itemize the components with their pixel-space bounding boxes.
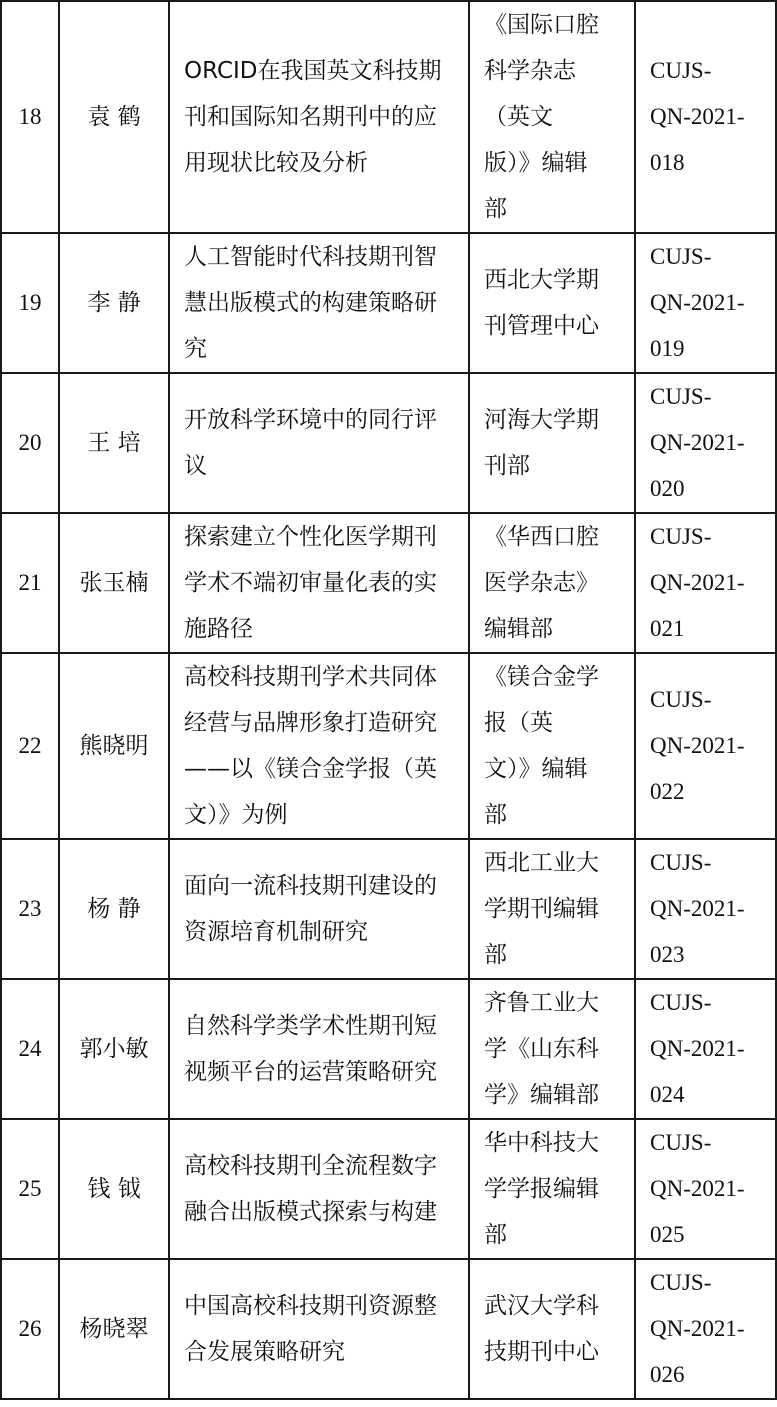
cell-project-title (169, 1259, 469, 1399)
affiliation: 西北大学期 刊管理中心 (484, 267, 599, 339)
cell-project-code (635, 373, 776, 513)
cell-affiliation (469, 513, 635, 653)
author-name: 郭小敏 (79, 1036, 149, 1062)
author-name: 杨 静 (87, 896, 141, 922)
table-row (1, 233, 776, 373)
cell-affiliation (469, 373, 635, 513)
cell-row-number (1, 233, 59, 373)
project-title: 高校科技期刊全流程数字 融合出版模式探索与构建 (184, 1153, 437, 1225)
cell-author-name (59, 839, 169, 979)
project-title: 自然科学类学术性期刊短 视频平台的运营策略研究 (184, 1013, 437, 1085)
cell-affiliation (469, 1259, 635, 1399)
row-number: 19 (18, 290, 42, 315)
row-number: 23 (18, 896, 42, 921)
table-row (1, 513, 776, 653)
cell-project-title (169, 979, 469, 1119)
affiliation: 齐鲁工业大 学《山东科 学》编辑部 (484, 990, 599, 1108)
cell-affiliation (469, 979, 635, 1119)
table-row (1, 1119, 776, 1259)
row-number: 22 (18, 733, 42, 758)
cell-affiliation (469, 653, 635, 839)
cell-row-number (1, 373, 59, 513)
cell-author-name (59, 1119, 169, 1259)
affiliation: 华中科技大 学学报编辑 部 (484, 1130, 599, 1248)
cell-author-name (59, 1259, 169, 1399)
author-name: 杨晓翠 (79, 1316, 149, 1342)
project-code: CUJS- QN-2021- 021 (650, 524, 745, 641)
cell-project-code (635, 1259, 776, 1399)
cell-project-title (169, 653, 469, 839)
affiliation: 武汉大学科 技期刊中心 (484, 1293, 599, 1365)
cell-author-name (59, 1, 169, 233)
affiliation: 《镁合金学 报（英 文）》编辑 部 (484, 664, 599, 828)
project-title: 高校科技期刊学术共同体 经营与品牌形象打造研究 ——以《镁合金学报（英 文）》为例 (184, 664, 437, 828)
cell-project-code (635, 1119, 776, 1259)
cell-project-code (635, 839, 776, 979)
cell-project-title (169, 1, 469, 233)
affiliation: 《国际口腔 科学杂志 （英文 版）》编辑 部 (484, 12, 599, 222)
cell-author-name (59, 979, 169, 1119)
author-name: 李 静 (87, 290, 141, 316)
cell-row-number (1, 1119, 59, 1259)
table-row (1, 1, 776, 233)
table-row (1, 979, 776, 1119)
project-code: CUJS- QN-2021- 025 (650, 1130, 745, 1247)
author-name: 王 培 (87, 430, 141, 456)
table-body (1, 1, 776, 1399)
project-code: CUJS- QN-2021- 020 (650, 384, 745, 501)
project-title: 中国高校科技期刊资源整 合发展策略研究 (184, 1293, 437, 1365)
table-row (1, 373, 776, 513)
row-number: 26 (18, 1316, 42, 1341)
project-title: ORCID在我国英文科技期 刊和国际知名期刊中的应 用现状比较及分析 (184, 58, 442, 176)
cell-affiliation (469, 839, 635, 979)
row-number: 20 (18, 430, 42, 455)
cell-author-name (59, 653, 169, 839)
affiliation: 《华西口腔 医学杂志》 编辑部 (484, 524, 599, 642)
project-code: CUJS- QN-2021- 024 (650, 990, 745, 1107)
project-code: CUJS- QN-2021- 026 (650, 1270, 745, 1387)
project-code: CUJS- QN-2021- 022 (650, 687, 745, 804)
cell-row-number (1, 839, 59, 979)
project-title: 探索建立个性化医学期刊 学术不端初审量化表的实 施路径 (184, 524, 437, 642)
project-title: 面向一流科技期刊建设的 资源培育机制研究 (184, 873, 437, 945)
cell-author-name (59, 233, 169, 373)
project-title: 开放科学环境中的同行评 议 (184, 407, 437, 479)
author-name: 袁 鹤 (87, 104, 141, 130)
row-number: 24 (18, 1036, 42, 1061)
project-code: CUJS- QN-2021- 018 (650, 58, 745, 175)
row-number: 18 (18, 104, 42, 129)
cell-project-title (169, 1119, 469, 1259)
cell-project-title (169, 839, 469, 979)
cell-affiliation (469, 1, 635, 233)
cell-row-number (1, 653, 59, 839)
cell-project-title (169, 373, 469, 513)
cell-author-name (59, 373, 169, 513)
cell-project-code (635, 513, 776, 653)
cell-project-code (635, 979, 776, 1119)
cell-row-number (1, 979, 59, 1119)
cell-project-code (635, 1, 776, 233)
cell-project-title (169, 233, 469, 373)
cell-affiliation (469, 233, 635, 373)
affiliation: 西北工业大 学期刊编辑 部 (484, 850, 599, 968)
table-row (1, 653, 776, 839)
author-name: 张玉楠 (79, 570, 149, 596)
author-name: 钱 钺 (87, 1176, 141, 1202)
row-number: 25 (18, 1176, 42, 1201)
cell-project-code (635, 653, 776, 839)
cell-row-number (1, 513, 59, 653)
project-title: 人工智能时代科技期刊智 慧出版模式的构建策略研 究 (184, 244, 437, 362)
affiliation: 河海大学期 刊部 (484, 407, 599, 479)
cell-project-code (635, 233, 776, 373)
cell-author-name (59, 513, 169, 653)
table-row (1, 1259, 776, 1399)
project-code: CUJS- QN-2021- 019 (650, 244, 745, 361)
project-code: CUJS- QN-2021- 023 (650, 850, 745, 967)
cell-affiliation (469, 1119, 635, 1259)
cell-row-number (1, 1259, 59, 1399)
author-name: 熊晓明 (79, 733, 149, 759)
cell-row-number (1, 1, 59, 233)
table-row (1, 839, 776, 979)
row-number: 21 (18, 570, 42, 595)
cell-project-title (169, 513, 469, 653)
